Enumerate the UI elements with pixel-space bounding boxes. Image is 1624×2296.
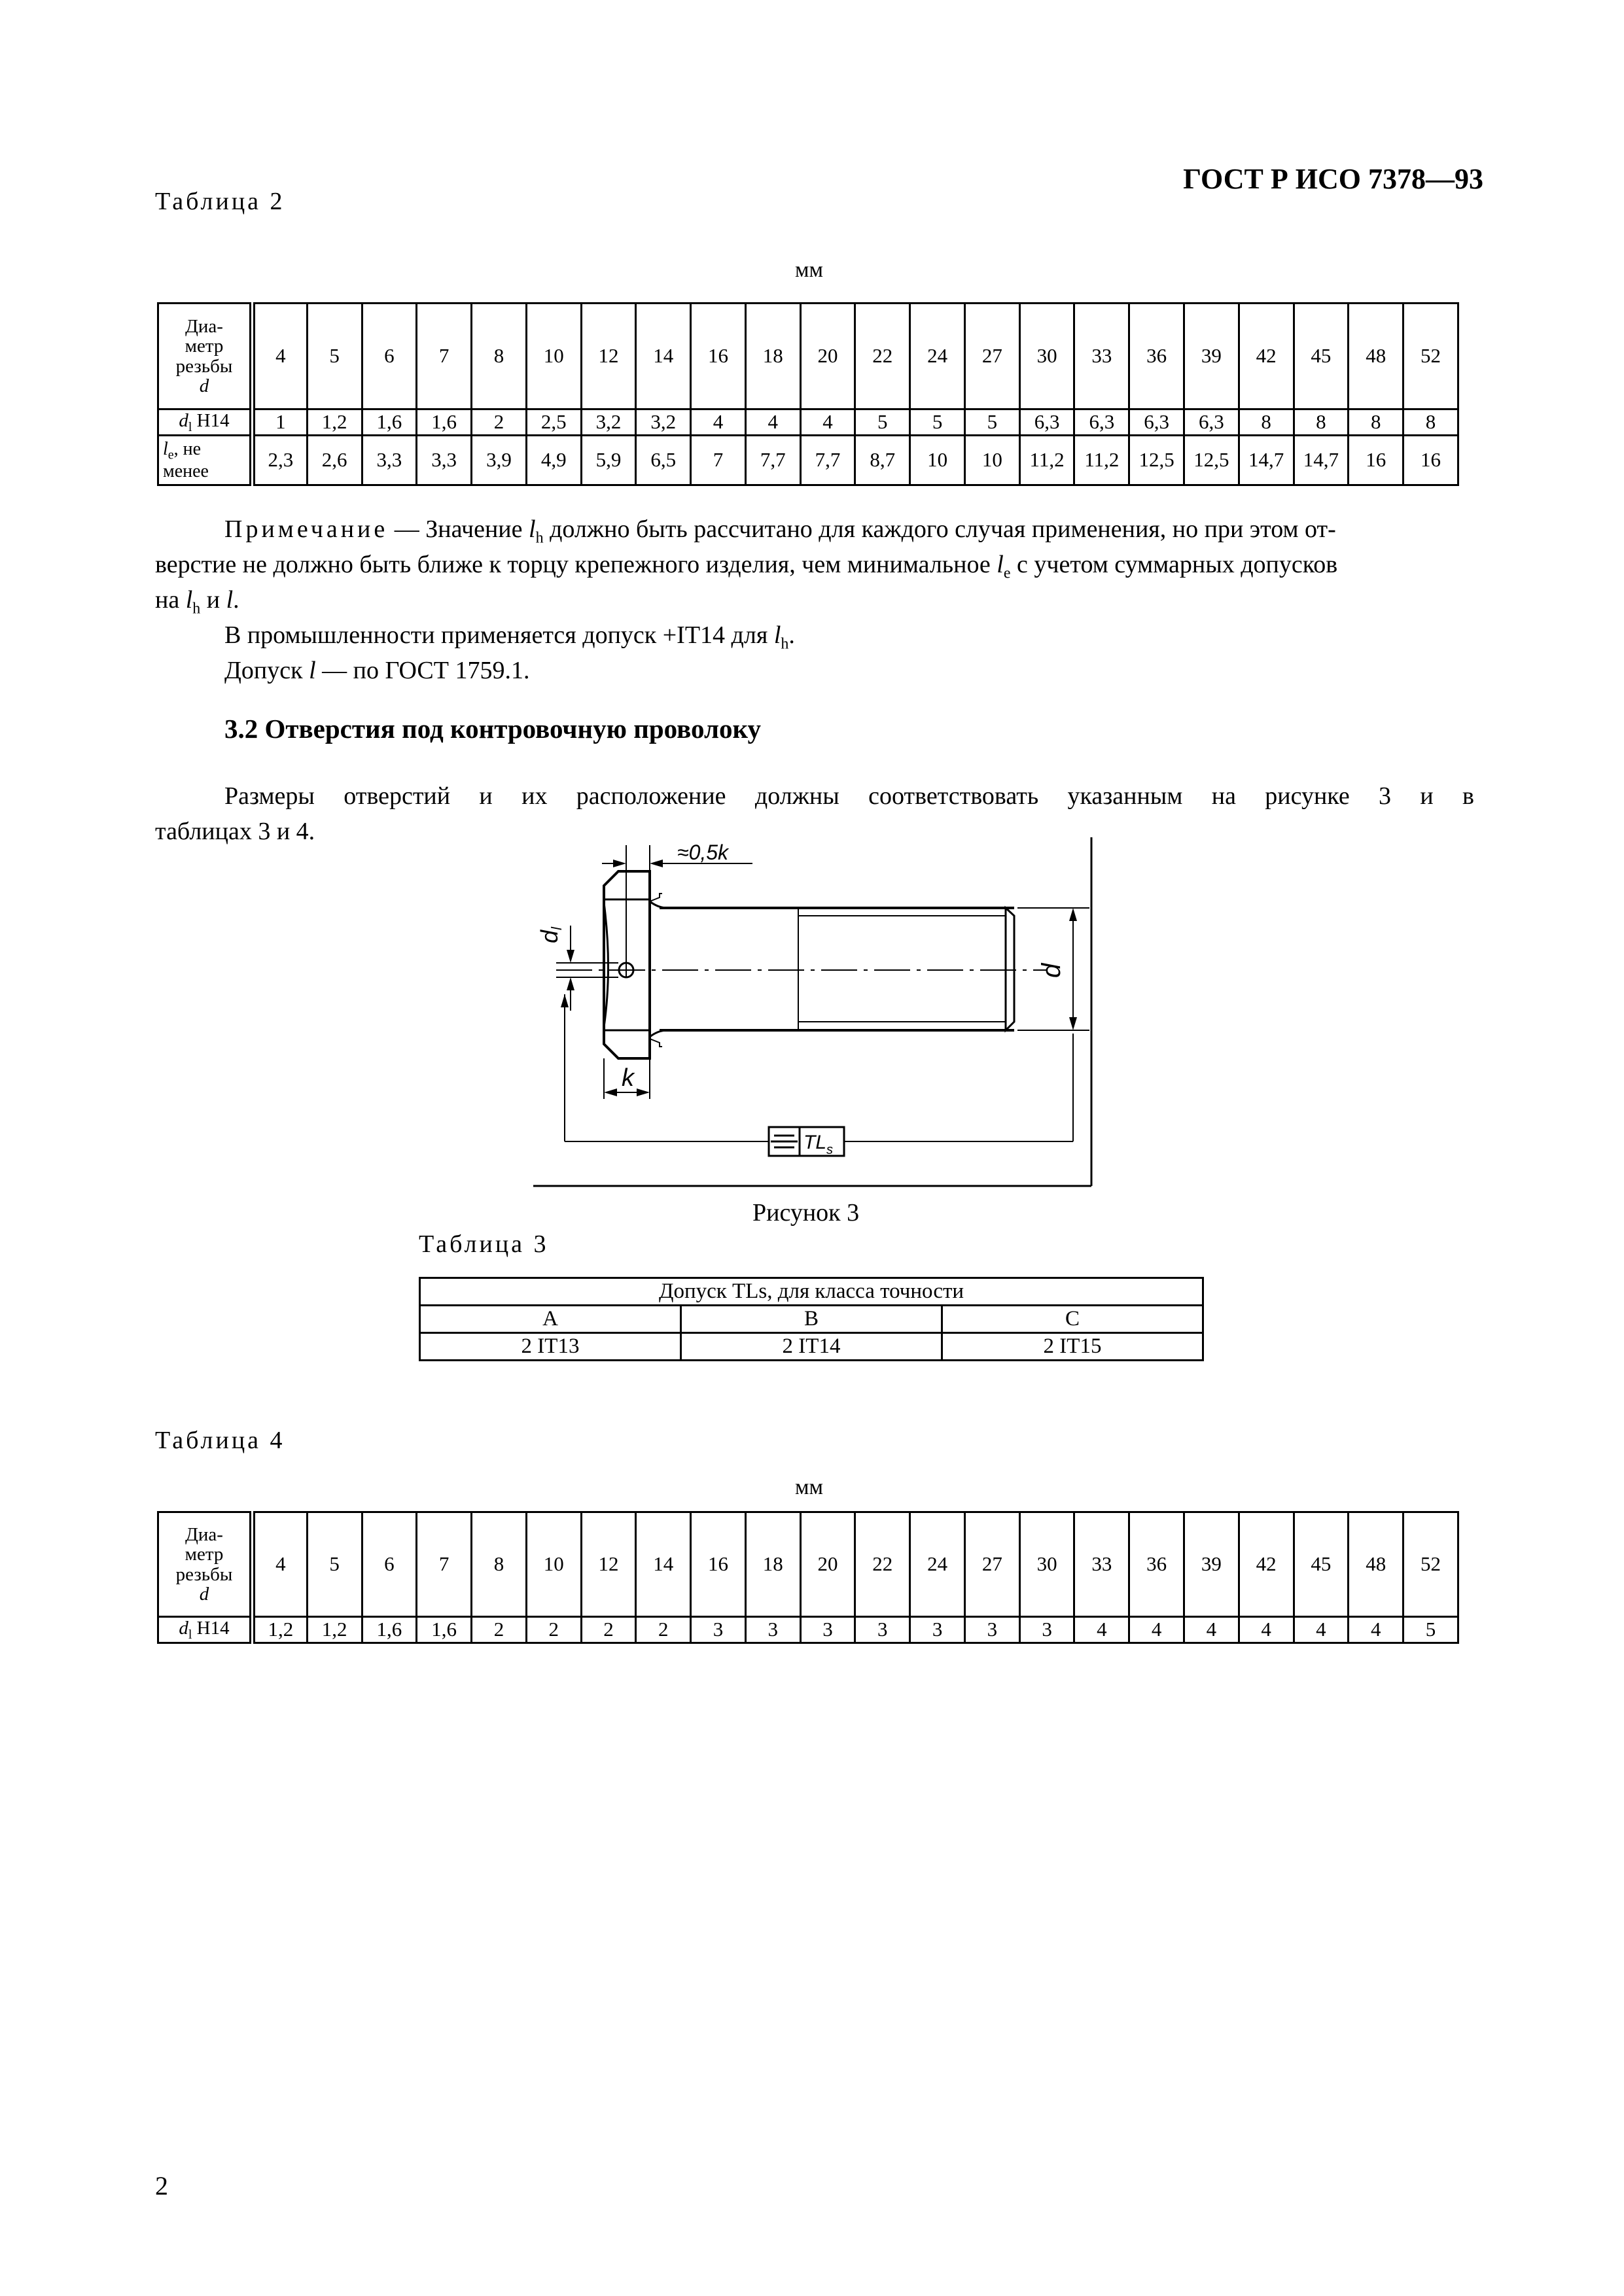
- table4-cell-d: 14: [636, 1512, 691, 1617]
- table2-cell-d1: 1,6: [417, 409, 472, 436]
- table2-cell-d: 16: [691, 304, 746, 409]
- note-line-2: верстие не должно быть ближе к торцу крепежного изделия, чем минимальное $l_e$ с учетом суммарных допусков: [155, 551, 1338, 582]
- table4-cell-d: 22: [855, 1512, 910, 1617]
- table4-cell-d1: 4: [1074, 1617, 1129, 1643]
- table4-cell-d1: 4: [1129, 1617, 1184, 1643]
- table2-cell-d1: 6,3: [1074, 409, 1129, 436]
- table4-cell-d1: 2: [526, 1617, 581, 1643]
- table2-cell-le: 5,9: [581, 436, 636, 485]
- table2-cell-d1: 5: [910, 409, 965, 436]
- table2-cell-d: 10: [526, 304, 581, 409]
- table2-cell-le: 10: [964, 436, 1019, 485]
- note-line-1: Примечание — Значение $l_h$ должно быть рассчитано для каждого случая применения, но при этом от-: [224, 515, 1336, 547]
- table4-cell-d1: 1,2: [307, 1617, 362, 1643]
- table2-cell-d1: 6,3: [1184, 409, 1239, 436]
- table2-cell-d: 39: [1184, 304, 1239, 409]
- table2-cell-le: 16: [1403, 436, 1458, 485]
- table4-cell-d: 16: [691, 1512, 746, 1617]
- table4-cell-d: 24: [910, 1512, 965, 1617]
- table4-cell-d: 5: [307, 1512, 362, 1617]
- table2-cell-le: 10: [910, 436, 965, 485]
- table4-cell-d: 36: [1129, 1512, 1184, 1617]
- table2-cell-le: 8,7: [855, 436, 910, 485]
- table4: [157, 1511, 1459, 1644]
- table4-cell-d: 4: [253, 1512, 308, 1617]
- table2-cell-le: 12,5: [1129, 436, 1184, 485]
- table2-row-d1: [158, 409, 1458, 436]
- table2-cell-le: 4,9: [526, 436, 581, 485]
- table3-header: Допуск TLs, для класса точности: [420, 1278, 1203, 1306]
- table4-cell-d: 27: [964, 1512, 1019, 1617]
- table2-cell-le: 16: [1349, 436, 1403, 485]
- table4-cell-d1: 4: [1349, 1617, 1403, 1643]
- table3-value-row: [420, 1333, 1203, 1361]
- table2-cell-d1: 3,2: [636, 409, 691, 436]
- label-tls: $TL_s$: [803, 1132, 834, 1157]
- table2-cell-d: 30: [1019, 304, 1074, 409]
- table4-cell-d1: 4: [1239, 1617, 1294, 1643]
- table3-class-b: B: [681, 1306, 942, 1333]
- table3-caption: Таблица 3: [419, 1230, 549, 1258]
- table4-cell-d: 20: [800, 1512, 855, 1617]
- table4-cell-d1: 2: [472, 1617, 527, 1643]
- table2: [157, 302, 1459, 486]
- table2-cell-d: 18: [745, 304, 800, 409]
- table2-cell-d1: 8: [1239, 409, 1294, 436]
- table4-unit: мм: [795, 1475, 824, 1499]
- table4-cell-d1: 2: [636, 1617, 691, 1643]
- table2-cell-d: 12: [581, 304, 636, 409]
- table2-cell-d: 8: [472, 304, 527, 409]
- table4-cell-d1: 2: [581, 1617, 636, 1643]
- table4-cell-d1: 3: [800, 1617, 855, 1643]
- table2-label-le: $l_e$, не менее: [158, 436, 253, 485]
- table4-cell-d1: 5: [1403, 1617, 1458, 1643]
- table2-cell-le: 7,7: [800, 436, 855, 485]
- table2-row-le: [158, 436, 1458, 485]
- section-paragraph-line-1: Размеры отверстий и их расположение должны соответствовать указанным на рисунке 3 и в: [224, 782, 1474, 810]
- table2-unit: мм: [795, 258, 824, 282]
- table2-cell-d1: 2,5: [526, 409, 581, 436]
- table3-header-row: [420, 1278, 1203, 1306]
- table2-cell-le: 3,3: [417, 436, 472, 485]
- table2-cell-d: 5: [307, 304, 362, 409]
- table3-class-row: [420, 1306, 1203, 1333]
- table2-cell-d: 42: [1239, 304, 1294, 409]
- table2-cell-d1: 8: [1294, 409, 1349, 436]
- table2-caption: Таблица 2: [155, 188, 285, 215]
- table2-cell-d: 14: [636, 304, 691, 409]
- table4-cell-d1: 3: [691, 1617, 746, 1643]
- table4-cell-d1: 3: [855, 1617, 910, 1643]
- figure-caption: Рисунок 3: [752, 1199, 860, 1226]
- table2-cell-le: 11,2: [1019, 436, 1074, 485]
- table2-cell-d: 6: [362, 304, 417, 409]
- table4-cell-d: 48: [1349, 1512, 1403, 1617]
- table2-cell-d1: 1,6: [362, 409, 417, 436]
- note-line-4: В промышленности применяется допуск +IT14 для $l_h$.: [224, 621, 795, 653]
- table2-cell-d1: 6,3: [1019, 409, 1074, 436]
- table4-cell-d: 6: [362, 1512, 417, 1617]
- table4-cell-d: 33: [1074, 1512, 1129, 1617]
- table4-cell-d1: 1,2: [253, 1617, 308, 1643]
- table2-cell-le: 12,5: [1184, 436, 1239, 485]
- table2-cell-le: 6,5: [636, 436, 691, 485]
- table2-cell-d: 48: [1349, 304, 1403, 409]
- table4-row-diameter: [158, 1512, 1458, 1617]
- table2-cell-d: 7: [417, 304, 472, 409]
- table2-label-d1: $d_l$ H14: [158, 409, 253, 436]
- table2-cell-le: 7: [691, 436, 746, 485]
- table2-cell-d1: 6,3: [1129, 409, 1184, 436]
- symmetry-icon: [771, 1136, 798, 1147]
- label-d: d: [1037, 963, 1066, 978]
- table2-cell-d1: 8: [1349, 409, 1403, 436]
- table2-cell-d: 45: [1294, 304, 1349, 409]
- table4-cell-d: 7: [417, 1512, 472, 1617]
- table3: [419, 1277, 1204, 1361]
- table2-cell-d1: 2: [472, 409, 527, 436]
- table2-cell-d: 24: [910, 304, 965, 409]
- table2-cell-d1: 4: [745, 409, 800, 436]
- table4-cell-d: 18: [745, 1512, 800, 1617]
- table3-value-a: 2 IT13: [420, 1333, 681, 1361]
- table2-cell-le: 7,7: [745, 436, 800, 485]
- table4-cell-d1: 3: [1019, 1617, 1074, 1643]
- table2-cell-le: 14,7: [1294, 436, 1349, 485]
- page-number: 2: [155, 2171, 168, 2200]
- table4-label-diameter: Диа- метр резьбы d: [158, 1512, 253, 1617]
- table2-cell-le: 14,7: [1239, 436, 1294, 485]
- table2-cell-d1: 8: [1403, 409, 1458, 436]
- note-line-5: Допуск l — по ГОСТ 1759.1.: [224, 657, 530, 684]
- table2-cell-d: 52: [1403, 304, 1458, 409]
- table3-value-c: 2 IT15: [942, 1333, 1203, 1361]
- table2-cell-d1: 4: [800, 409, 855, 436]
- bolt-end: [1006, 908, 1014, 1030]
- table4-cell-d1: 3: [910, 1617, 965, 1643]
- figure-3-drawing: [510, 837, 1119, 1204]
- table2-cell-le: 3,3: [362, 436, 417, 485]
- table4-cell-d1: 3: [964, 1617, 1019, 1643]
- table2-cell-le: 11,2: [1074, 436, 1129, 485]
- table4-cell-d1: 4: [1294, 1617, 1349, 1643]
- table4-cell-d: 12: [581, 1512, 636, 1617]
- table2-cell-d: 27: [964, 304, 1019, 409]
- table2-cell-d: 36: [1129, 304, 1184, 409]
- table2-cell-d1: 5: [855, 409, 910, 436]
- document-code: ГОСТ Р ИСО 7378—93: [1183, 163, 1483, 195]
- section-paragraph-line-2: таблицах 3 и 4.: [155, 818, 315, 845]
- table2-label-diameter: Диа- метр резьбы d: [158, 304, 253, 409]
- table4-label-d1: $d_l$ H14: [158, 1617, 253, 1643]
- table4-cell-d1: 4: [1184, 1617, 1239, 1643]
- table2-cell-d1: 1,2: [307, 409, 362, 436]
- table4-cell-d: 42: [1239, 1512, 1294, 1617]
- table4-cell-d: 45: [1294, 1512, 1349, 1617]
- table2-row-diameter: [158, 304, 1458, 409]
- table2-cell-le: 2,6: [307, 436, 362, 485]
- table2-cell-d: 22: [855, 304, 910, 409]
- table4-cell-d: 52: [1403, 1512, 1458, 1617]
- table4-cell-d1: 1,6: [417, 1617, 472, 1643]
- table2-cell-d1: 1: [253, 409, 308, 436]
- table2-cell-d1: 5: [964, 409, 1019, 436]
- table2-cell-d: 20: [800, 304, 855, 409]
- table4-cell-d: 10: [526, 1512, 581, 1617]
- table4-row-d1: [158, 1617, 1458, 1643]
- note-line-3: на $l_h$ и l.: [155, 586, 239, 617]
- table2-cell-d1: 4: [691, 409, 746, 436]
- label-half-k: ≈0,5k: [677, 841, 729, 864]
- table2-cell-le: 2,3: [253, 436, 308, 485]
- table4-cell-d: 8: [472, 1512, 527, 1617]
- table4-cell-d1: 1,6: [362, 1617, 417, 1643]
- table2-cell-d1: 3,2: [581, 409, 636, 436]
- table4-cell-d: 30: [1019, 1512, 1074, 1617]
- table3-value-b: 2 IT14: [681, 1333, 942, 1361]
- table4-cell-d1: 3: [745, 1617, 800, 1643]
- table2-cell-d: 33: [1074, 304, 1129, 409]
- section-heading: 3.2 Отверстия под контровочную проволоку: [224, 714, 762, 744]
- table4-caption: Таблица 4: [155, 1427, 285, 1454]
- table2-cell-le: 3,9: [472, 436, 527, 485]
- label-d1: dl: [536, 927, 565, 943]
- table3-class-a: A: [420, 1306, 681, 1333]
- table2-cell-d: 4: [253, 304, 308, 409]
- table3-class-c: C: [942, 1306, 1203, 1333]
- table4-cell-d: 39: [1184, 1512, 1239, 1617]
- label-k: k: [622, 1064, 634, 1092]
